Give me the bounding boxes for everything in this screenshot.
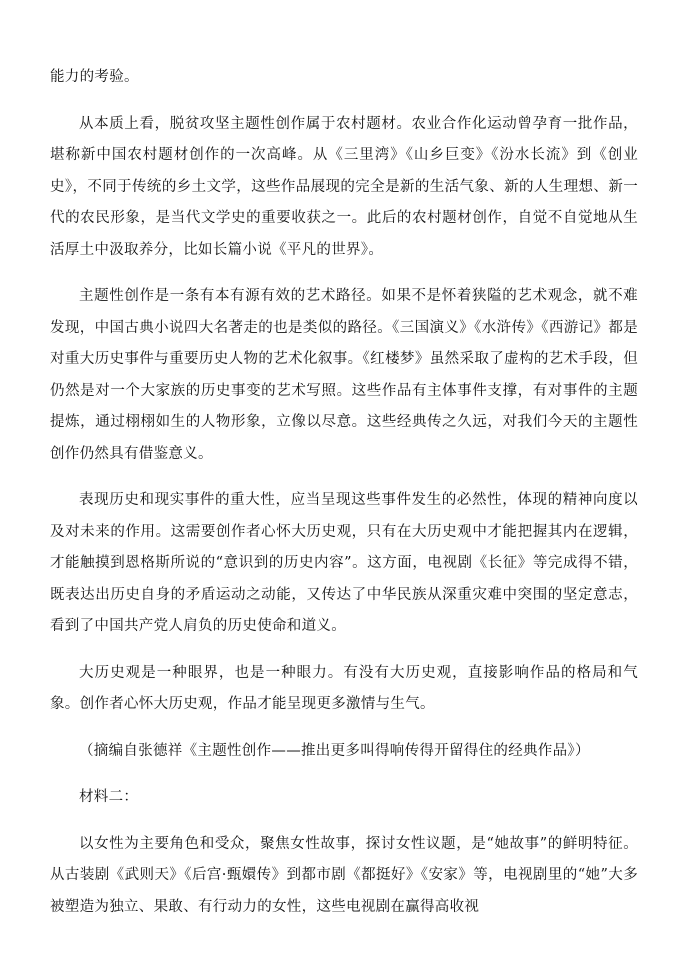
paragraph-artistic-path: 主题性创作是一条有本有源有效的艺术路径。如果不是怀着狭隘的艺术观念，就不难发现，中国古典小说四大名著走的也是类似的路径。《三国演义》《水浒传》《西游记》都是对重大历史事件与重要历史人物的艺术化叙事。《红楼梦》虽然采取了虚构的艺术手段，但仍然是对一个大家族的历史事变的艺术写照。这些作品有主体事件支撑，有对事件的主题提炼，通过栩栩如生的人物形象，立像以尽意。这些经典传之久远，对我们今天的主题性创作仍然具有借鉴意义。 xyxy=(50,288,638,462)
paragraph-rural-theme: 从本质上看，脱贫攻坚主题性创作属于农村题材。农业合作化运动曾孕育一批作品，堪称新中国农村题材创作的一次高峰。从《三里湾》《山乡巨变》《汾水长流》到《创业史》，不同于传统的乡土文学，这些作品展现的完全是新的生活气象、新的人生理想、新一代的农民形象，是当代文学史的重要收获之一。此后的农村题材创作，自觉不自觉地从生活厚土中汲取养分，比如长篇小说《平凡的世界》。 xyxy=(50,115,638,258)
paragraph-continuation: 能力的考验。 xyxy=(50,69,139,85)
document-page xyxy=(50,62,638,938)
paragraph-vision: 大历史观是一种眼界，也是一种眼力。有没有大历史观，直接影响作品的格局和气象。创作者心怀大历史观，作品才能呈现更多激情与生气。 xyxy=(50,664,638,712)
paragraph-historical-view: 表现历史和现实事件的重大性，应当呈现这些事件发生的必然性，体现的精神向度以及对未来的作用。这需要创作者心怀大历史观，只有在大历史观中才能把握其内在逻辑，才能触摸到恩格斯所说的“意识到的历史内容”。这方面，电视剧《长征》等完成得不错，既表达出历史自身的矛盾运动之动能，又传达了中华民族从深重灾难中突围的坚定意志，看到了中国共产党人肩负的历史使命和道义。 xyxy=(50,492,638,634)
material-heading: 材料二： xyxy=(79,789,139,805)
paragraph-her-story: 以女性为主要角色和受众，聚焦女性故事，探讨女性议题，是“她故事”的鲜明特征。从古装剧《武则天》《后宫·甄嬛传》到都市剧《都挺好》《安家》等，电视剧里的“她”大多被塑造为独立、果敢、有行动力的女性，这些电视剧在赢得高收视 xyxy=(50,835,638,915)
source-citation: （摘编自张德祥《主题性创作——推出更多叫得响传得开留得住的经典作品》） xyxy=(79,742,590,759)
